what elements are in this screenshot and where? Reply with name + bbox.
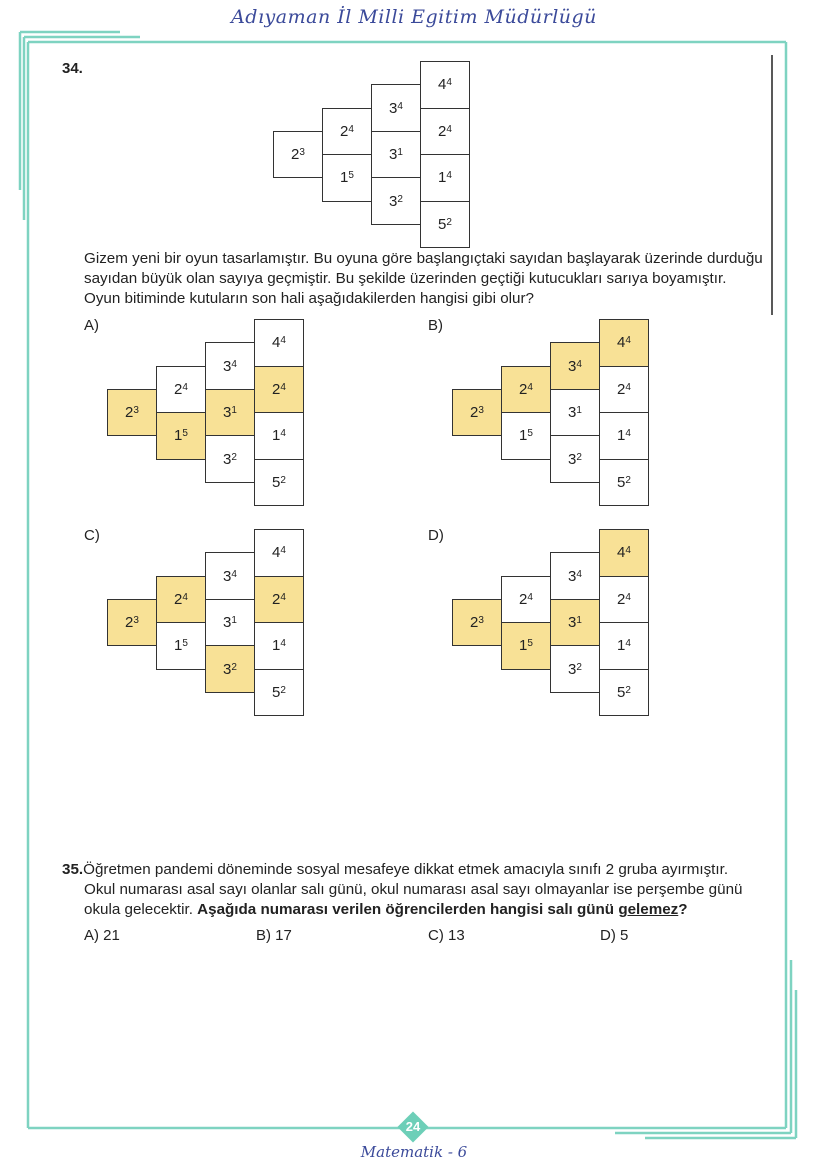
box-base: 1	[272, 427, 281, 445]
box-base: 3	[568, 450, 577, 468]
answer-a[interactable]: A) 21	[84, 927, 120, 944]
question-35-line3: okula gelecektir.	[84, 901, 193, 918]
box-exponent: 2	[231, 661, 237, 673]
number-box	[156, 412, 206, 460]
box-exponent: 2	[625, 684, 631, 696]
box-exponent: 4	[397, 100, 403, 112]
page-number: 24	[405, 1119, 421, 1134]
option-b-label[interactable]: B)	[428, 317, 443, 334]
box-exponent: 2	[280, 684, 286, 696]
box-exponent: 2	[397, 193, 403, 205]
question-35-number: 35.	[62, 861, 84, 878]
number-box	[550, 342, 600, 390]
number-box	[273, 131, 323, 179]
box-exponent: 2	[576, 661, 582, 673]
box-base: 2	[174, 590, 183, 608]
option-a-label[interactable]: A)	[84, 317, 99, 334]
box-base: 1	[519, 637, 528, 655]
box-base: 4	[272, 334, 281, 352]
box-base: 4	[617, 334, 626, 352]
footer-subject: Matematik - 6	[360, 1143, 468, 1161]
number-box	[205, 342, 255, 390]
box-exponent: 4	[280, 335, 286, 347]
box-exponent: 4	[625, 545, 631, 557]
box-base: 1	[174, 637, 183, 655]
box-exponent: 1	[576, 615, 582, 626]
question-35-underlined-word: gelemez	[618, 901, 679, 918]
box-exponent: 4	[625, 591, 631, 603]
number-box	[599, 529, 649, 577]
box-base: 1	[272, 637, 281, 655]
box-base: 3	[389, 146, 398, 163]
box-exponent: 4	[527, 591, 533, 603]
box-exponent: 4	[576, 358, 582, 370]
answer-b[interactable]: B) 17	[256, 927, 292, 944]
number-box	[371, 131, 421, 179]
box-exponent: 4	[231, 358, 237, 370]
box-exponent: 4	[446, 170, 452, 182]
number-box	[501, 366, 551, 414]
box-base: 2	[617, 590, 626, 608]
number-box	[420, 61, 470, 109]
number-box	[550, 552, 600, 600]
box-base: 4	[438, 76, 447, 94]
box-base: 2	[519, 380, 528, 398]
box-exponent: 3	[478, 615, 484, 626]
box-base: 5	[272, 683, 281, 701]
question-35-line2: Okul numarası asal sayı olanlar salı günü, okul numarası asal sayı olmayanlar ise perşembe günü	[84, 881, 743, 898]
box-exponent: 2	[625, 474, 631, 486]
number-box	[205, 645, 255, 693]
box-base: 3	[223, 567, 232, 585]
box-exponent: 5	[527, 638, 533, 650]
number-box	[254, 576, 304, 624]
box-base: 2	[125, 404, 134, 421]
number-box	[599, 669, 649, 717]
box-exponent: 5	[348, 170, 354, 182]
box-base: 4	[272, 544, 281, 562]
number-box	[501, 622, 551, 670]
number-box	[501, 412, 551, 460]
box-exponent: 2	[280, 474, 286, 486]
number-box	[107, 389, 157, 437]
box-exponent: 4	[280, 591, 286, 603]
box-exponent: 3	[133, 405, 139, 416]
number-box	[254, 529, 304, 577]
box-base: 5	[272, 473, 281, 491]
number-box	[254, 366, 304, 414]
box-exponent: 4	[182, 381, 188, 393]
number-box	[420, 108, 470, 156]
box-exponent: 4	[280, 545, 286, 557]
box-base: 3	[223, 404, 232, 421]
number-box	[205, 435, 255, 483]
number-box	[452, 389, 502, 437]
number-box	[254, 319, 304, 367]
question-35-text	[62, 860, 782, 920]
box-exponent: 4	[446, 123, 452, 135]
number-box	[156, 622, 206, 670]
box-exponent: 2	[231, 451, 237, 463]
box-base: 3	[223, 660, 232, 678]
box-base: 3	[568, 357, 577, 375]
box-base: 3	[568, 404, 577, 421]
box-base: 3	[223, 357, 232, 375]
box-exponent: 2	[446, 216, 452, 228]
number-box	[254, 622, 304, 670]
number-box	[550, 645, 600, 693]
box-exponent: 3	[133, 615, 139, 626]
box-exponent: 4	[280, 638, 286, 650]
number-box	[156, 366, 206, 414]
number-box	[420, 154, 470, 202]
box-base: 3	[568, 660, 577, 678]
number-box	[322, 108, 372, 156]
box-base: 3	[568, 614, 577, 631]
box-base: 2	[519, 590, 528, 608]
box-base: 2	[125, 614, 134, 631]
box-base: 3	[389, 192, 398, 210]
number-box	[205, 599, 255, 647]
box-base: 2	[291, 146, 300, 163]
number-box	[254, 412, 304, 460]
number-box	[420, 201, 470, 249]
box-base: 1	[519, 427, 528, 445]
number-box	[599, 622, 649, 670]
number-box	[599, 412, 649, 460]
box-exponent: 4	[576, 568, 582, 580]
box-base: 2	[174, 380, 183, 398]
box-base: 1	[617, 637, 626, 655]
box-exponent: 4	[348, 123, 354, 135]
box-base: 2	[272, 590, 281, 608]
box-base: 1	[174, 427, 183, 445]
box-base: 2	[272, 380, 281, 398]
box-exponent: 5	[182, 638, 188, 650]
box-exponent: 1	[231, 405, 237, 416]
number-box	[501, 576, 551, 624]
box-base: 5	[617, 473, 626, 491]
number-box	[371, 177, 421, 225]
box-exponent: 2	[576, 451, 582, 463]
box-exponent: 4	[625, 638, 631, 650]
question-35-question-mark: ?	[678, 901, 688, 918]
answer-c[interactable]: C) 13	[428, 927, 465, 944]
number-box	[550, 599, 600, 647]
number-box	[599, 366, 649, 414]
number-box	[107, 599, 157, 647]
box-base: 2	[470, 404, 479, 421]
question-34-number: 34.	[62, 60, 83, 77]
question-34-text: Gizem yeni bir oyun tasarlamıştır. Bu oyuna göre başlangıçtaki sayıdan başlayarak üzerinde durduğu sayıdan büyük olan sayıya geçmiştir. Bu şekilde üzerinden geçtiği kutucukları sarıya boyamıştır. Oyun bitiminde kutuların son hali aşağıdakilerden hangisi gibi olur?	[84, 250, 763, 307]
box-base: 4	[617, 544, 626, 562]
box-base: 1	[617, 427, 626, 445]
page-header-title: Adıyaman İl Milli Egitim Müdürlügü	[231, 6, 597, 28]
box-exponent: 4	[446, 77, 452, 89]
number-box	[322, 154, 372, 202]
option-c-label[interactable]: C)	[84, 527, 100, 544]
box-base: 2	[438, 122, 447, 140]
box-base: 1	[438, 169, 447, 187]
box-exponent: 3	[478, 405, 484, 416]
box-base: 5	[617, 683, 626, 701]
box-exponent: 1	[231, 615, 237, 626]
box-exponent: 4	[231, 568, 237, 580]
number-box	[371, 84, 421, 132]
box-base: 3	[223, 614, 232, 631]
number-box	[599, 319, 649, 367]
box-exponent: 5	[182, 428, 188, 440]
box-exponent: 4	[280, 381, 286, 393]
box-exponent: 4	[527, 381, 533, 393]
question-35-bold-text: Aşağıda numarası verilen öğrencilerden hangisi salı günü	[197, 901, 615, 918]
number-box	[599, 459, 649, 507]
box-exponent: 3	[299, 147, 305, 158]
box-exponent: 5	[527, 428, 533, 440]
box-exponent: 4	[280, 428, 286, 440]
number-box	[254, 459, 304, 507]
box-base: 3	[223, 450, 232, 468]
number-box	[550, 389, 600, 437]
box-exponent: 4	[625, 428, 631, 440]
box-exponent: 4	[625, 335, 631, 347]
number-box	[550, 435, 600, 483]
number-box	[599, 576, 649, 624]
box-exponent: 4	[182, 591, 188, 603]
number-box	[156, 576, 206, 624]
box-exponent: 1	[576, 405, 582, 416]
number-box	[254, 669, 304, 717]
question-35-line1: Öğretmen pandemi döneminde sosyal mesafeye dikkat etmek amacıyla sınıfı 2 gruba ayırmıştır.	[83, 861, 729, 878]
box-base: 5	[438, 215, 447, 233]
option-d-label[interactable]: D)	[428, 527, 444, 544]
box-base: 3	[568, 567, 577, 585]
answer-d[interactable]: D) 5	[600, 927, 629, 944]
box-base: 3	[389, 99, 398, 117]
number-box	[452, 599, 502, 647]
box-base: 2	[470, 614, 479, 631]
box-base: 2	[617, 380, 626, 398]
box-exponent: 1	[397, 147, 403, 158]
number-box	[205, 389, 255, 437]
box-base: 2	[340, 122, 349, 140]
number-box	[205, 552, 255, 600]
box-exponent: 4	[625, 381, 631, 393]
box-base: 1	[340, 169, 349, 187]
